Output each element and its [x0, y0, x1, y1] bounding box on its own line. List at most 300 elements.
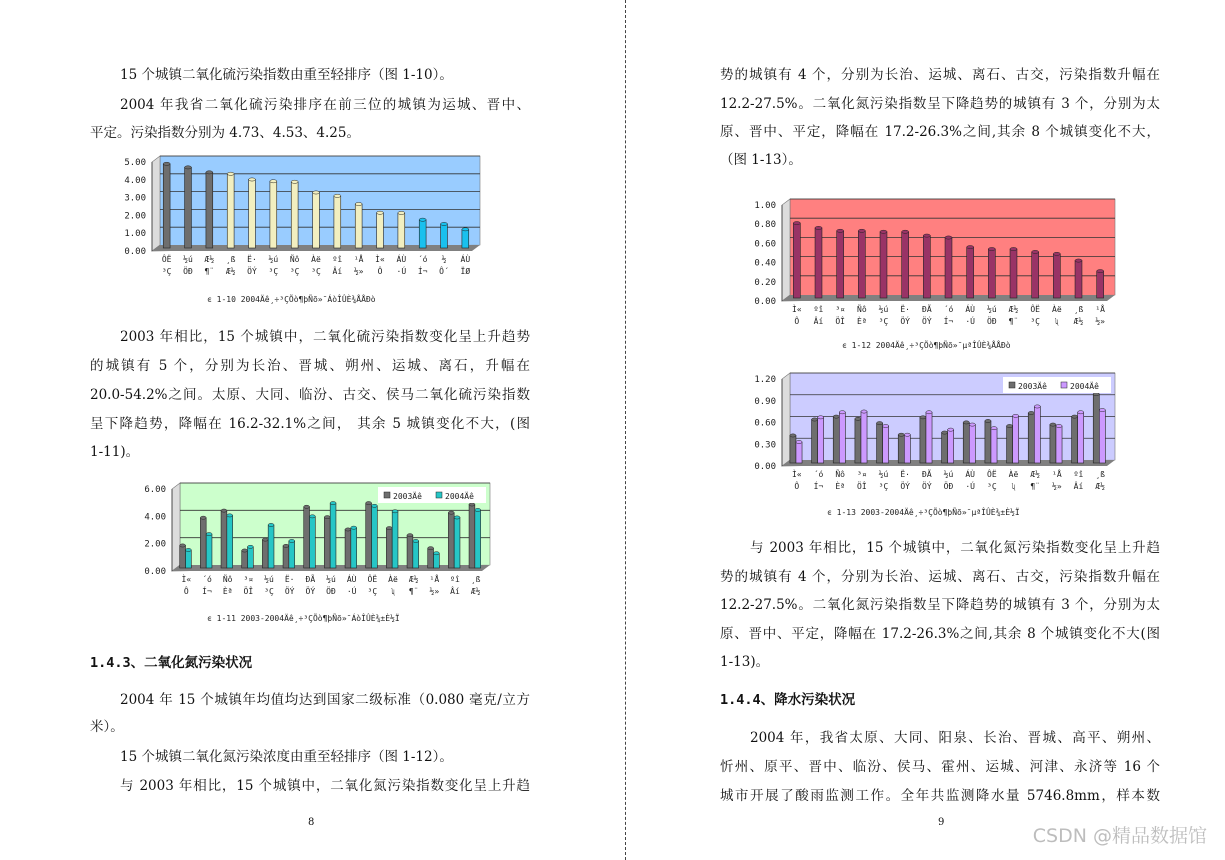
- bar: [991, 428, 997, 463]
- x-tick-label-top: ½: [441, 255, 447, 264]
- figure-caption: ͼ 1-11 2003-2004Äê¸÷³ÇÕò¶þÑõ»¯ÁòÎÛÈ¾±È½Ï: [207, 614, 400, 623]
- y-tick-label: 0.40: [754, 258, 776, 269]
- bar-top: [858, 229, 865, 232]
- paragraph-line: 1-11)。: [90, 444, 140, 460]
- x-tick-label-top: ÐÃ: [922, 470, 932, 479]
- side-wall: [782, 373, 790, 466]
- paragraph-line: （图 1-13）。: [720, 152, 802, 168]
- x-tick-label-bottom: ÖÐ: [326, 587, 336, 596]
- bar-top: [815, 226, 822, 229]
- bar-top: [1056, 424, 1062, 427]
- bar: [304, 507, 310, 568]
- bar: [923, 236, 930, 298]
- x-tick-label-top: Ë·: [900, 470, 910, 479]
- legend-label: 2003Äê: [1018, 382, 1047, 391]
- bar-top: [469, 503, 475, 506]
- bar-top: [441, 222, 448, 225]
- x-tick-label-bottom: ³Ç: [289, 267, 300, 276]
- paragraph-line: 平定。污染指数分别为 4.73、4.53、4.25。: [90, 125, 360, 141]
- x-tick-label-bottom: ½»: [353, 267, 364, 276]
- bar: [186, 550, 192, 568]
- bar: [1078, 412, 1084, 463]
- bar-top: [304, 505, 310, 508]
- x-tick-label-bottom: ¶¨: [408, 587, 419, 596]
- bar: [334, 196, 341, 248]
- bar-top: [942, 431, 948, 434]
- x-tick-label-bottom: Èª: [857, 317, 867, 326]
- bar: [963, 422, 969, 463]
- bar: [242, 551, 248, 568]
- paragraph-line: 呈下降趋势，降幅在 16.2-32.1%之间， 其余 5 城镇变化不大，(图: [90, 416, 530, 432]
- bar-top: [163, 162, 170, 165]
- paragraph-line: 忻州、原平、晋中、临汾、侯马、霍州、运城、河津、永济等 16 个: [720, 759, 1160, 775]
- x-tick-label-top: ½ú: [878, 305, 889, 314]
- bar: [796, 442, 802, 463]
- x-tick-label-top: Ì«: [792, 305, 802, 314]
- x-tick-label-bottom: ·Ú: [965, 317, 975, 326]
- figure-caption: ͼ 1-10 2004Äê¸÷³ÇÕò¶þÑõ»¯ÁòÎÛÈ¾ÅÅÐò: [207, 295, 376, 304]
- bar-top: [221, 509, 227, 512]
- bar: [454, 517, 460, 568]
- bar: [366, 503, 372, 568]
- side-wall: [172, 483, 180, 571]
- bar: [310, 516, 316, 568]
- bar: [1056, 426, 1062, 463]
- bar: [268, 525, 274, 568]
- bar: [898, 435, 904, 463]
- y-tick-label: 0.80: [754, 220, 776, 231]
- x-tick-label-bottom: Èª: [222, 587, 233, 596]
- x-tick-label-bottom: ʯ: [1054, 317, 1060, 326]
- page-number: 8: [308, 817, 315, 828]
- bar: [904, 435, 910, 463]
- bar: [1093, 394, 1099, 463]
- bar-top: [334, 194, 341, 197]
- bar: [920, 417, 926, 463]
- bar: [942, 433, 948, 463]
- x-tick-label-bottom: Èª: [835, 482, 845, 491]
- bar-top: [920, 416, 926, 419]
- x-tick-label-bottom: Ô´: [439, 267, 449, 276]
- bar-top: [904, 433, 910, 436]
- bar-top: [1010, 247, 1017, 250]
- bar-top: [454, 516, 460, 519]
- bar-top: [345, 528, 351, 531]
- x-tick-label-bottom: ¶¨: [1030, 482, 1040, 491]
- x-tick-label-top: ¹Å: [429, 575, 440, 584]
- x-tick-label-bottom: ³Ç: [878, 482, 889, 491]
- bar-top: [448, 511, 454, 514]
- bar: [345, 529, 351, 568]
- paragraph-line: 原、晋中、平定，降幅在 17.2-26.3%之间,其余 8 个城镇变化不大，: [720, 124, 1160, 140]
- bar: [902, 232, 909, 298]
- x-tick-label-bottom: ÖÐ: [943, 482, 954, 491]
- bar-top: [283, 544, 289, 547]
- side-wall: [782, 199, 790, 301]
- bar-top: [902, 230, 909, 233]
- x-tick-label-top: ¸ß: [1095, 470, 1105, 479]
- bar-top: [398, 211, 405, 214]
- paragraph-line: 米）。: [90, 719, 124, 735]
- x-tick-label-top: ¹Å: [353, 255, 364, 264]
- x-tick-label-bottom: Âí: [813, 317, 824, 326]
- bar: [441, 224, 448, 248]
- bar-top: [833, 415, 839, 418]
- bar: [448, 513, 454, 568]
- bar-top: [206, 533, 212, 536]
- bar: [206, 534, 212, 568]
- paragraph-line: 15 个城镇二氧化硫污染指数由重至轻排序（图 1-10）。: [120, 67, 453, 83]
- x-tick-label-bottom: ³Ç: [878, 317, 889, 326]
- x-tick-label-bottom: ÖÝ: [900, 317, 910, 326]
- x-tick-label-top: Ñô: [289, 255, 300, 264]
- bar-top: [796, 440, 802, 443]
- x-tick-label-bottom: ʯ: [390, 587, 396, 596]
- bar-top: [227, 514, 233, 517]
- bar: [967, 247, 974, 298]
- x-tick-label-top: Àë: [1008, 470, 1019, 479]
- bar: [877, 423, 883, 463]
- y-tick-label: 0.20: [754, 277, 776, 288]
- x-tick-label-top: ¸ß: [225, 255, 236, 264]
- bar-top: [310, 515, 316, 518]
- bar-top: [475, 508, 481, 511]
- bar-top: [969, 423, 975, 426]
- bar-top: [945, 236, 952, 239]
- x-tick-label-top: ¸ß: [470, 575, 481, 584]
- x-tick-label-bottom: Ô: [183, 587, 189, 596]
- bar-top: [200, 516, 206, 519]
- bar: [469, 504, 475, 568]
- x-tick-label-top: ÁÙ: [965, 470, 975, 479]
- bar-top: [1075, 259, 1082, 262]
- x-tick-label-bottom: ½»: [1095, 317, 1105, 326]
- y-tick-label: 0.60: [754, 418, 776, 429]
- bar-top: [967, 246, 974, 249]
- x-tick-label-top: ´ó: [943, 305, 954, 314]
- bar: [434, 553, 440, 568]
- bar: [355, 204, 362, 248]
- x-tick-label-top: ÁÙ: [396, 255, 407, 264]
- y-tick-label: 2.00: [144, 539, 166, 550]
- x-tick-label-bottom: Âí: [332, 267, 343, 276]
- x-tick-label-top: ´ó: [813, 470, 824, 479]
- paragraph-line: 城市开展了酸雨监测工作。全年共监测降水量 5746.8mm，样本数: [720, 788, 1160, 804]
- bar: [1050, 425, 1056, 463]
- bar: [270, 181, 277, 248]
- x-tick-label-bottom: Âí: [450, 587, 460, 596]
- bar-top: [289, 539, 295, 542]
- bar-top: [227, 172, 234, 175]
- bar-top: [313, 191, 320, 194]
- paragraph-line: 与 2003 年相比，15 个城镇中，二氧化氮污染指数变化呈上升趋: [750, 540, 1160, 556]
- bar-top: [185, 166, 192, 169]
- chart-so2-2004: [110, 150, 490, 285]
- x-tick-label-top: ÁÙ: [460, 255, 471, 264]
- x-tick-label-bottom: ʯ: [1011, 482, 1016, 491]
- paragraph-line: 12.2-27.5%。二氧化氮污染指数呈下降趋势的城镇有 3 个，分别为太: [720, 96, 1160, 112]
- page-number: 9: [938, 817, 945, 828]
- bar: [833, 417, 839, 463]
- figure-caption: ͼ 1-12 2004Äê¸÷³ÇÕò¶þÑõ»¯µªÎÛÈ¾ÅÅÐò: [842, 341, 1011, 350]
- y-tick-label: 0.00: [754, 297, 776, 307]
- bar: [1097, 271, 1104, 298]
- bar: [419, 220, 426, 248]
- x-tick-label-bottom: ÖÝ: [284, 587, 295, 596]
- bar: [351, 528, 357, 568]
- bar-top: [926, 411, 932, 414]
- bar-top: [324, 516, 330, 519]
- paragraph-line: 势的城镇有 4 个，分别为长治、运城、离石、古交，污染指数升幅在: [720, 67, 1160, 83]
- watermark: CSDN @精品数据馆: [1032, 825, 1207, 847]
- bar: [793, 223, 800, 298]
- bar-top: [186, 548, 192, 551]
- bar: [1010, 249, 1017, 298]
- bar: [221, 511, 227, 568]
- x-tick-label-bottom: Æ½: [470, 587, 481, 596]
- bar-top: [407, 534, 413, 537]
- legend-swatch: [1009, 382, 1015, 388]
- bar-top: [883, 424, 889, 427]
- bar: [407, 535, 413, 568]
- bar: [462, 229, 469, 248]
- x-tick-label-top: ¸ß: [1073, 305, 1084, 314]
- x-tick-label-bottom: Í¬: [417, 267, 428, 276]
- x-tick-label-top: ºî: [450, 575, 460, 584]
- x-tick-label-bottom: Ô: [377, 267, 383, 276]
- bar-top: [898, 433, 904, 436]
- x-tick-label-top: ºî: [813, 305, 824, 314]
- x-tick-label-top: Ñô: [222, 575, 233, 584]
- bar-top: [392, 510, 398, 513]
- x-tick-label-bottom: Ô: [794, 317, 800, 326]
- paragraph-line: 2004 年我省二氧化硫污染排序在前三位的城镇为运城、晋中、: [120, 97, 530, 113]
- bar: [883, 426, 889, 463]
- y-tick-label: 2.00: [124, 211, 146, 222]
- x-tick-label-bottom: Ô: [794, 482, 800, 491]
- x-tick-label-bottom: ÖÝ: [247, 267, 257, 276]
- bar-top: [419, 218, 426, 221]
- chart-so2-2003-2004: [130, 477, 500, 605]
- x-tick-label-bottom: ³Ç: [367, 587, 378, 596]
- bar: [227, 515, 233, 568]
- bar-top: [242, 549, 248, 552]
- bar: [790, 435, 796, 463]
- bar-top: [793, 222, 800, 225]
- x-tick-label-bottom: Í¬: [202, 587, 212, 596]
- bar-top: [1034, 405, 1040, 408]
- paragraph-line: 与 2003 年相比，15 个城镇中，二氧化氮污染指数变化呈上升趋: [120, 778, 530, 794]
- bar-top: [985, 419, 991, 422]
- bar: [227, 174, 234, 248]
- y-tick-label: 1.00: [754, 201, 776, 211]
- legend-swatch: [1061, 382, 1067, 388]
- x-tick-label-top: Ì«: [181, 575, 192, 584]
- x-tick-label-top: Àë: [388, 575, 398, 584]
- x-tick-label-top: ÁÙ: [965, 305, 975, 314]
- bar-top: [270, 180, 277, 183]
- x-tick-label-top: Àë: [1052, 305, 1062, 314]
- bar: [948, 430, 954, 463]
- x-tick-label-top: ÁÙ: [346, 575, 357, 584]
- bar: [1072, 417, 1078, 463]
- x-tick-label-top: ³¤: [857, 470, 867, 479]
- x-tick-label-bottom: ÖÐ: [183, 267, 193, 276]
- y-tick-label: 6.00: [144, 485, 166, 495]
- x-tick-label-bottom: Æ½: [1095, 482, 1105, 491]
- x-tick-label-bottom: ½»: [1052, 482, 1062, 491]
- x-tick-label-bottom: ·Ú: [396, 267, 407, 276]
- x-tick-label-bottom: ÏØ: [460, 267, 471, 276]
- bar: [1075, 261, 1082, 298]
- x-tick-label-bottom: ÖÝ: [922, 317, 932, 326]
- chart-no2-2004: [740, 193, 1125, 335]
- x-tick-label-top: ºî: [1073, 470, 1084, 479]
- y-tick-label: 3.00: [124, 193, 146, 204]
- x-tick-label-top: Ñô: [857, 305, 867, 314]
- bar: [413, 541, 419, 568]
- x-tick-label-top: ¹Å: [1095, 305, 1105, 314]
- bar: [428, 548, 434, 568]
- x-tick-label-top: Ë·: [284, 575, 295, 584]
- x-tick-label-top: ½ú: [987, 305, 997, 314]
- x-tick-label-bottom: Âí: [1073, 482, 1084, 491]
- x-tick-label-bottom: ÖÎ: [857, 482, 867, 491]
- bar-top: [249, 178, 256, 181]
- x-tick-label-bottom: ³Ç: [311, 267, 321, 276]
- x-tick-label-top: ÔË: [1030, 305, 1040, 314]
- y-tick-label: 1.00: [124, 229, 146, 240]
- x-tick-label-top: ½ú: [326, 575, 336, 584]
- bar: [926, 412, 932, 463]
- bar: [1053, 254, 1060, 298]
- bar: [969, 425, 975, 463]
- bar: [392, 511, 398, 568]
- bar-top: [386, 526, 392, 529]
- paragraph-line: 12.2-27.5%。二氧化氮污染指数呈下降趋势的城镇有 3 个，分别为太: [720, 597, 1160, 613]
- bar-top: [880, 230, 887, 233]
- bar: [861, 412, 867, 463]
- x-tick-label-top: ½ú: [878, 470, 889, 479]
- bar-top: [948, 428, 954, 431]
- y-tick-label: 0.00: [144, 567, 166, 577]
- paragraph-line: 2003 年相比，15 个城镇中，二氧化硫污染指数变化呈上升趋势: [120, 329, 530, 345]
- paragraph-line: 15 个城镇二氧化氮污染浓度由重至轻排序（图 1-12）。: [120, 749, 453, 765]
- bar: [858, 231, 865, 298]
- x-tick-label-bottom: ³Ç: [987, 482, 997, 491]
- x-tick-label-top: ÐÃ: [305, 575, 316, 584]
- bar: [372, 506, 378, 568]
- legend-swatch: [436, 492, 442, 498]
- bar: [855, 419, 861, 463]
- bar-top: [1028, 411, 1034, 414]
- bar-top: [248, 545, 254, 548]
- x-tick-label-top: Ë·: [247, 255, 257, 264]
- chart-no2-2003-2004: [740, 367, 1125, 500]
- bar-top: [355, 202, 362, 205]
- x-tick-label-bottom: ³Ç: [161, 267, 172, 276]
- bar: [180, 545, 186, 568]
- bar: [330, 503, 336, 568]
- bar: [837, 231, 844, 298]
- bar: [398, 213, 405, 248]
- x-tick-label-bottom: ÖÝ: [305, 587, 316, 596]
- bar-top: [1050, 423, 1056, 426]
- bar: [1013, 416, 1019, 463]
- bar-top: [330, 501, 336, 504]
- bar: [818, 417, 824, 463]
- x-tick-label-bottom: ³Ç: [1030, 317, 1040, 326]
- paragraph-line: 的城镇有 5 个，分别为长治、晋城、朔州、运城、离石，升幅在: [90, 358, 530, 374]
- y-tick-label: 0.60: [754, 239, 776, 250]
- x-tick-label-bottom: ÖÐ: [987, 317, 997, 326]
- x-tick-label-bottom: Í¬: [813, 482, 824, 491]
- x-tick-label-bottom: ·Ú: [965, 482, 975, 491]
- x-tick-label-bottom: ÖÝ: [922, 482, 932, 491]
- bar-top: [1032, 250, 1039, 253]
- x-tick-label-bottom: ¶¨: [204, 267, 215, 276]
- bar: [839, 412, 845, 463]
- bar: [291, 182, 298, 248]
- x-tick-label-top: Æ½: [408, 575, 419, 584]
- bar-top: [434, 552, 440, 555]
- bar-top: [351, 526, 357, 529]
- bar-top: [1078, 411, 1084, 414]
- legend-label: 2003Äê: [393, 492, 422, 501]
- bar: [815, 228, 822, 298]
- legend-swatch: [384, 492, 390, 498]
- paragraph-line: 2004 年，我省太原、大同、阳泉、长治、晋城、高平、朔州、: [750, 730, 1160, 746]
- bar-top: [855, 417, 861, 420]
- bar-top: [988, 247, 995, 250]
- bar: [1032, 252, 1039, 298]
- bar-top: [1053, 252, 1060, 255]
- x-tick-label-bottom: ÖÎ: [243, 587, 254, 596]
- y-tick-label: 5.00: [124, 158, 146, 168]
- bar: [377, 213, 384, 248]
- bar: [324, 517, 330, 568]
- bar-top: [462, 228, 469, 231]
- bar-top: [837, 229, 844, 232]
- x-tick-label-top: ½ú: [268, 255, 279, 264]
- bar: [200, 518, 206, 568]
- x-tick-label-top: ½ú: [183, 255, 193, 264]
- x-tick-label-top: Ì«: [792, 470, 802, 479]
- x-tick-label-bottom: ³Ç: [264, 587, 274, 596]
- bar: [206, 172, 213, 248]
- x-tick-label-top: Ë·: [900, 305, 910, 314]
- y-tick-label: 0.00: [754, 462, 776, 472]
- bar-top: [180, 544, 186, 547]
- bar-top: [812, 418, 818, 421]
- bar-top: [413, 539, 419, 542]
- y-tick-label: 1.20: [754, 375, 776, 385]
- bar-top: [839, 411, 845, 414]
- bar: [289, 541, 295, 568]
- x-tick-label-top: ÔË: [161, 255, 172, 264]
- bar: [262, 540, 268, 568]
- bar-top: [291, 180, 298, 183]
- legend-label: 2004Äê: [445, 492, 474, 501]
- section-heading: 1.4.3、二氧化氮污染状况: [90, 655, 253, 671]
- paragraph-line: 2004 年 15 个城镇年均值均达到国家二级标准（0.080 毫克/立方: [120, 692, 530, 708]
- bar: [988, 249, 995, 298]
- bar-top: [861, 410, 867, 413]
- x-tick-label-top: Æ½: [1030, 470, 1040, 479]
- bar: [185, 167, 192, 248]
- x-tick-label-bottom: Æ½: [1073, 317, 1084, 326]
- paragraph-line: 势的城镇有 4 个，分别为长治、运城、离石、古交，污染指数升幅在: [720, 569, 1160, 585]
